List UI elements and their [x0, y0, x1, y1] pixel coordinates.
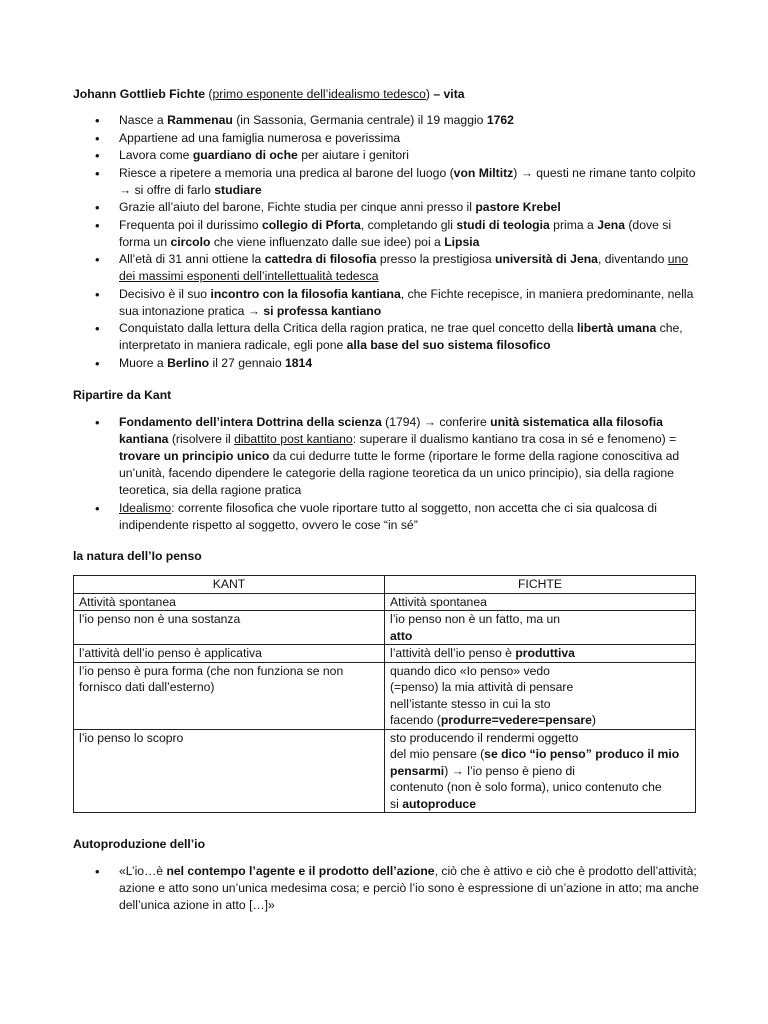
list-item: • Muore a Berlino il 27 gennaio 1814 — [73, 355, 703, 372]
list-item: • All’età di 31 anni ottiene la cattedra di filosofia presso la prestigiosa università di Jena, diventando uno dei massimi esponenti dell’intellettualità tedesca — [73, 251, 703, 285]
list-item: • Fondamento dell’intera Dottrina della scienza (1794) → conferire unità sistematica alla filosofia kantiana (risolvere il dibattito post kantiano: superare il dualismo kantiano tra cosa in sé e fenomeno) = trovare un principio unico da cui dedurre tutte le forme (riportare le forme della ragione conoscitiva ad un’unità, facendo dipendere le categorie della ragione teoretica da un unico principio), sia della ragione teoretica, sia della ragione pratica — [73, 414, 703, 499]
table-row — [74, 662, 696, 729]
title-open: ( — [205, 87, 213, 101]
table-cell: l’attività dell’io penso è produttiva — [385, 645, 696, 663]
auto-list — [73, 863, 703, 915]
arrow-icon: → — [247, 303, 260, 318]
list-item: • Riesce a ripetere a memoria una predica al barone del luogo (von Miltitz) → questi ne rimane tanto colpito → si offre di farlo studiare — [73, 165, 703, 199]
comparison-table — [73, 575, 696, 813]
table-row — [74, 611, 696, 645]
table-row — [74, 593, 696, 611]
list-item: • Frequenta poi il durissimo collegio di Pforta, completando gli studi di teologia prima a Jena (dove si forma un circolo che viene influenzato dalle sue idee) poi a Lipsia — [73, 217, 703, 251]
list-item: • Decisivo è il suo incontro con la filosofia kantiana, che Fichte recepisce, in maniera predominante, nella sua intonazione pratica → si professa kantiano — [73, 286, 703, 320]
table-cell: l’io penso è pura forma (che non funziona se non fornisco dati dall’esterno) — [74, 662, 385, 729]
section-heading-natura: la natura dell’Io penso — [73, 549, 202, 563]
table-row — [74, 729, 696, 813]
table-header-row — [74, 576, 696, 594]
list-item: • Nasce a Rammenau (in Sassonia, Germania centrale) il 19 maggio 1762 — [73, 112, 703, 129]
table-cell: sto producendo il rendermi oggetto del mio pensare (se dico “io penso” produco il mio pensarmi) → l’io penso è pieno di contenuto (non è solo forma), unico contenuto che si autoproduce — [385, 729, 696, 813]
list-item: • Grazie all’aiuto del barone, Fichte studia per cinque anni presso il pastore Krebel — [73, 199, 703, 216]
arrow-icon: → — [451, 763, 464, 778]
table-cell: l’io penso non è una sostanza — [74, 611, 385, 645]
section-heading-auto: Autoproduzione dell’io — [73, 837, 206, 851]
title-subtitle: primo esponente dell’idealismo tedesco — [212, 87, 426, 101]
table-cell: quando dico «Io penso» vedo (=penso) la mia attività di pensare nell’istante stesso in cui la sto facendo (produrre=vedere=pensare) — [385, 662, 696, 729]
table-cell: l’attività dell’io penso è applicativa — [74, 645, 385, 663]
list-item: • Idealismo: corrente filosofica che vuole riportare tutto al soggetto, non accetta che ci sia qualcosa di indipendente rispetto al soggetto, ovvero le cose “in sé” — [73, 500, 703, 534]
vita-list — [73, 112, 703, 372]
list-item: • Appartiene ad una famiglia numerosa e poverissima — [73, 130, 703, 147]
title-name: Johann Gottlieb Fichte — [73, 87, 206, 101]
table-row — [74, 645, 696, 663]
table-cell: Attività spontanea — [74, 593, 385, 611]
kant-list — [73, 414, 703, 534]
title-close: ) — [425, 87, 434, 101]
arrow-icon: → — [119, 182, 132, 197]
arrow-icon: → — [423, 415, 436, 429]
table-cell: l’io penso non è un fatto, ma un atto — [385, 611, 696, 645]
document-title — [73, 86, 703, 103]
arrow-icon: → — [520, 165, 533, 180]
table-cell: l’io penso lo scopro — [74, 729, 385, 813]
list-item: • Lavora come guardiano di oche per aiutare i genitori — [73, 147, 703, 164]
table-cell: Attività spontanea — [385, 593, 696, 611]
title-tail: – vita — [433, 87, 465, 101]
list-item: • Conquistato dalla lettura della Critica della ragion pratica, ne trae quel concetto della libertà umana che, interpretato in maniera radicale, egli pone alla base del suo sistema filosofico — [73, 320, 703, 354]
column-header-fichte: FICHTE — [385, 576, 696, 594]
list-item: • «L’io…è nel contempo l’agente e il prodotto dell’azione, ciò che è attivo e ciò che è prodotto dell’attività; azione e atto sono un’unica medesima cosa; e perciò l’io sono è espressione di un’azione in atto; ma anche dell’unica azione in atto […]» — [73, 863, 703, 914]
column-header-kant: KANT — [74, 576, 385, 594]
section-heading-kant: Ripartire da Kant — [73, 388, 172, 402]
